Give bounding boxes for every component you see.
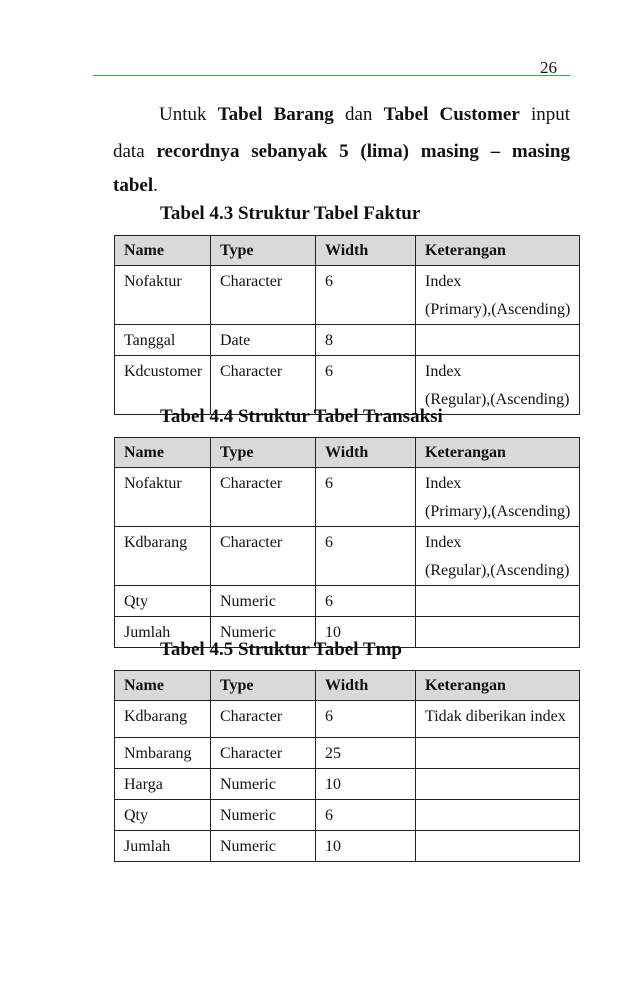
cell-type: Character xyxy=(211,527,316,586)
table-transaksi xyxy=(114,437,580,648)
table-faktur xyxy=(114,235,580,415)
keterangan-line: (Primary),(Ascending) xyxy=(425,301,571,318)
body-paragraph-line-2 xyxy=(113,136,570,168)
keterangan-line: Index xyxy=(425,534,462,551)
column-header-keterangan: Keterangan xyxy=(416,671,580,701)
cell-type: Character xyxy=(211,356,316,415)
cell-type: Character xyxy=(211,468,316,527)
keterangan-line: (Primary),(Ascending) xyxy=(425,503,571,520)
cell-width: 6 xyxy=(316,527,416,586)
keterangan-line: (Regular),(Ascending) xyxy=(425,562,570,579)
column-header-type: Type xyxy=(211,438,316,468)
text-run: data xyxy=(113,141,157,162)
bold-text-run: Tabel Barang xyxy=(217,104,334,125)
cell-name: Jumlah xyxy=(115,831,211,862)
cell-name: Qty xyxy=(115,586,211,617)
cell-keterangan xyxy=(416,266,580,325)
cell-type: Date xyxy=(211,325,316,356)
cell-keterangan: Tidak diberikan index xyxy=(416,701,580,738)
cell-type: Character xyxy=(211,701,316,738)
cell-type: Numeric xyxy=(211,586,316,617)
table-row xyxy=(115,738,580,769)
cell-name: Nmbarang xyxy=(115,738,211,769)
cell-name: Qty xyxy=(115,800,211,831)
cell-name: Kdbarang xyxy=(115,527,211,586)
table-row xyxy=(115,586,580,617)
cell-keterangan xyxy=(416,831,580,862)
cell-type: Numeric xyxy=(211,800,316,831)
cell-keterangan xyxy=(416,527,580,586)
table-header-row xyxy=(115,236,580,266)
table-row xyxy=(115,325,580,356)
column-header-type: Type xyxy=(211,236,316,266)
column-header-width: Width xyxy=(316,236,416,266)
table-tmp xyxy=(114,670,580,862)
table-row xyxy=(115,266,580,325)
column-header-width: Width xyxy=(316,671,416,701)
column-header-type: Type xyxy=(211,671,316,701)
column-header-keterangan: Keterangan xyxy=(416,438,580,468)
cell-type: Numeric xyxy=(211,617,316,648)
column-header-name: Name xyxy=(115,438,211,468)
cell-name: Tanggal xyxy=(115,325,211,356)
text-run: input xyxy=(519,104,571,125)
cell-width: 6 xyxy=(316,468,416,527)
table-row xyxy=(115,769,580,800)
body-paragraph-line-3 xyxy=(113,170,570,202)
body-paragraph-line-1 xyxy=(113,99,570,131)
cell-keterangan xyxy=(416,769,580,800)
cell-type: Numeric xyxy=(211,831,316,862)
header-rule xyxy=(93,75,570,76)
keterangan-line: Index xyxy=(425,363,462,380)
bold-text-run: tabel xyxy=(113,175,154,196)
cell-name: Jumlah xyxy=(115,617,211,648)
cell-name: Harga xyxy=(115,769,211,800)
table-caption-transaksi: Tabel 4.4 Struktur Tabel Transaksi xyxy=(160,406,443,427)
text-run: dan xyxy=(333,104,384,125)
bold-text-run: Tabel Customer xyxy=(383,104,520,125)
cell-width: 6 xyxy=(316,266,416,325)
keterangan-line: (Regular),(Ascending) xyxy=(425,391,570,408)
table-row xyxy=(115,468,580,527)
table-header-row xyxy=(115,671,580,701)
cell-name: Nofaktur xyxy=(115,468,211,527)
cell-width: 6 xyxy=(316,586,416,617)
table-header-row xyxy=(115,438,580,468)
cell-width: 6 xyxy=(316,800,416,831)
table-caption-tmp: Tabel 4.5 Struktur Tabel Tmp xyxy=(160,639,402,660)
cell-keterangan xyxy=(416,468,580,527)
cell-keterangan xyxy=(416,800,580,831)
table-row xyxy=(115,527,580,586)
page-number: 26 xyxy=(540,58,557,77)
cell-type: Character xyxy=(211,266,316,325)
cell-width: 10 xyxy=(316,617,416,648)
cell-name: Nofaktur xyxy=(115,266,211,325)
cell-keterangan xyxy=(416,325,580,356)
cell-width: 6 xyxy=(316,701,416,738)
cell-keterangan xyxy=(416,617,580,648)
cell-type: Character xyxy=(211,738,316,769)
text-run: Untuk xyxy=(159,104,218,125)
keterangan-line: Index xyxy=(425,475,462,492)
cell-type: Numeric xyxy=(211,769,316,800)
cell-name: Kdcustomer xyxy=(115,356,211,415)
cell-keterangan xyxy=(416,738,580,769)
cell-width: 10 xyxy=(316,769,416,800)
table-row xyxy=(115,800,580,831)
cell-width: 10 xyxy=(316,831,416,862)
keterangan-line: Index xyxy=(425,273,462,290)
cell-width: 25 xyxy=(316,738,416,769)
cell-width: 6 xyxy=(316,356,416,415)
table-row xyxy=(115,701,580,738)
table-row xyxy=(115,831,580,862)
cell-name: Kdbarang xyxy=(115,701,211,738)
column-header-name: Name xyxy=(115,236,211,266)
bold-text-run: recordnya sebanyak 5 (lima) masing – masing xyxy=(156,141,570,162)
column-header-name: Name xyxy=(115,671,211,701)
column-header-width: Width xyxy=(316,438,416,468)
table-caption-faktur: Tabel 4.3 Struktur Tabel Faktur xyxy=(160,203,421,224)
cell-width: 8 xyxy=(316,325,416,356)
text-run: . xyxy=(153,175,158,196)
column-header-keterangan: Keterangan xyxy=(416,236,580,266)
cell-keterangan xyxy=(416,586,580,617)
